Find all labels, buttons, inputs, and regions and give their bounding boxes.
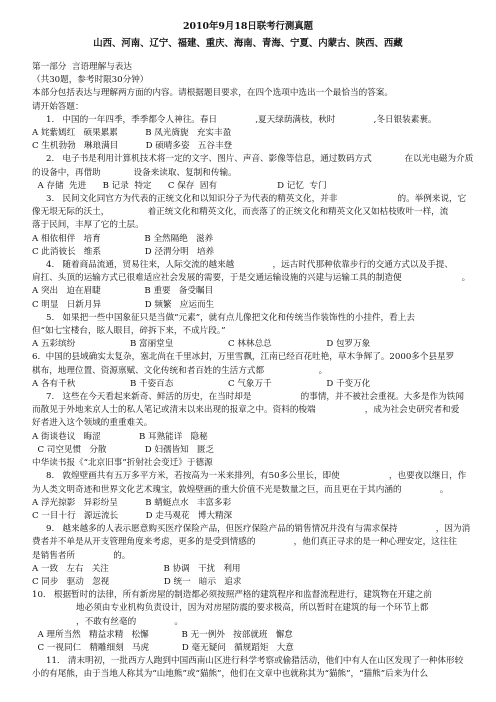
question-1: 1. 中国的一年四季，季季都令人神往。春日 ,夏天绿荫满枝，秋时 ,冬日银装素裹。 <box>46 114 437 125</box>
question-3-cont: 落于民间，丰厚了它的土层。 <box>32 220 144 231</box>
question-7-source: 中华读书报《“北京旧事”折射社会变迁》于德源 <box>32 458 213 469</box>
question-5-cont: 但“如七宝楼台，眩人眼目，碎拆下来，不成片段。” <box>32 326 226 337</box>
question-8-cont: 为人类文明奇迹和世界文化艺术瑰宝，敦煌壁画的重大价值不光是数量之巨，而且更在于其内涵的 。 <box>32 484 449 495</box>
question-9-cont: 是销售者所 的。 <box>32 550 131 561</box>
question-1-options-ab: A 姹紫嫣红 硕果累累 B 凤光旖旎 充实丰盈 <box>32 128 232 139</box>
question-7-cont: 好者进入这个领域的重重难关。 <box>32 418 153 429</box>
document-body <box>32 61 474 682</box>
question-7: 7. 这些在今天看起来新奇、鲜活的历史，在当时却是 的事情，并不被社会重视。大多是作为铁闻 <box>46 392 464 403</box>
question-5-options: A 五彩缤纷 B 富丽堂皇 C 林林总总 D 包罗万象 <box>32 339 371 350</box>
question-4-options-cd: C 明显 日新月异 D 频繁 应运而生 <box>32 299 215 310</box>
question-2-options: A 存储 先进 B 记录 特定 C 保存 固有 D 记忆 专门 <box>32 180 327 191</box>
question-8-options-ab: A 浮光掠影 异彩纷呈 B 蜻蜓点水 丰富多彩 <box>32 497 232 508</box>
question-8: 8. 敦煌壁画共有五万多平方米，若按高为一米来排列，有50多公里长，即使 ，也要夜以继日，作 <box>46 471 467 482</box>
question-9-cont: 费者并不单是从开支管理角度来考虑，更多的是受到情感的 ，他们真正寻求的是一种心理安定，这往往 <box>32 537 457 548</box>
question-11-cont: 小的有尾熊，由于当地人称其为“山地熊”或“猫熊”，他们在文章中也就称其为“猫熊”，“猫熊”后来为什么 <box>32 669 429 680</box>
question-3-options-cd: C 此消彼长 维系 D 泾渭分明 培养 <box>32 246 215 257</box>
question-10-cont: 地必须由专业机构负责设计，因为对房屋防震的要求极高，所以暂时在建筑的每一个环节上都 <box>76 603 429 614</box>
question-6-cont: 棋布，地理位置、资源禀赋、文化传统和者百姓的生活方式都 。 <box>32 365 328 376</box>
page-title: 2010年9月18日联考行测真题 <box>182 21 314 32</box>
question-2: 2. 电子书是利用计算机技术将一定的文字、图片、声音、影像等信息，通过数码方式 在以光电磁为介质 <box>46 154 474 165</box>
question-9-options-cd: C 同步 驱动 忽视 D 统一 暗示 追求 <box>32 576 242 587</box>
page-subtitle: 山西、河南、辽宁、福建、重庆、海南、青海、宁夏、内蒙古、陕西、西藏 <box>93 38 403 49</box>
question-3-options-ab: A 相依相伴 培育 B 全然隔绝 滋养 <box>32 233 214 244</box>
question-11: 11. 清末明初，一批西方人跑到中国西南山区进行科学考察或偷猎活动，他们中有人在山区发现了一种体形较 <box>46 656 464 667</box>
question-10-options-cd: C 一视同仁 精雕细刻 马虎 D 毫无疑问 循规蹈矩 大意 <box>32 642 294 653</box>
question-10-options-ab: A 理所当然 精益求精 松懈 B 无一例外 按部就班 懈怠 <box>32 629 293 640</box>
question-7-options-ab: A 街谈巷议 晦涩 B 耳熟能详 隐秘 <box>32 431 208 442</box>
question-5: 5. 如果把一些中国象征只是当做“元素”，就有点儿像把文化和传统当作装饰性的小挂件，看上去 <box>46 312 415 323</box>
question-4-cont: 肩扛、头顶的运输方式已很难适应社会发展的需要，于是交通运输设施的兴建与运输工具的制造便 。 <box>32 273 471 284</box>
question-4-options-ab: A 突出 迫在眉睫 B 重要 备受瞩目 <box>32 286 214 297</box>
question-3: 3. 民间文化同官方为代表的正统文化和以知识分子为代表的精英文化，并非 的。举例来说，它 <box>46 194 467 205</box>
question-2-cont: 的设备中，再借助 设备来读取、复制和传输。 <box>32 167 237 178</box>
section-note: （共30题，参考时限30分钟） <box>32 75 149 86</box>
section-heading: 第一部分 言语理解与表达 <box>32 62 132 72</box>
question-4: 4. 随着商品流通，贸易往来，人际交流的越来越 ，远古时代那种依靠步行的交通方式以及手提、 <box>46 260 453 271</box>
question-9: 9. 越来越多的人表示愿意购买医疗保险产品，但医疗保险产品的销售情况并没有与需求保持 ，因为消 <box>46 524 471 535</box>
question-7-cont: 而散见于外地来京人士的私人笔记或清末以来出现的报章之中。资料的梭端 ，成为社会史研究者和爱 <box>32 405 460 416</box>
question-1-options-cd: C 生机勃勃 琳琅满目 D 硕晴多姿 五谷丰登 <box>32 141 233 152</box>
question-3-cont: 像无垠无际的沃土， 着正统文化和精英文化，而丧落了的正统文化和精英文化又如枯枝败叶一样，流 <box>32 207 449 218</box>
question-7-options-cd: C 司空见惯 分散 D 妇孺皆知 匮乏 <box>32 444 215 455</box>
question-6: 6. 中国的县域确实太复杂，塞北尚在千里冰封，万里雪飘，江南已经百花吐艳，草木争辉了。2000多个县星罗 <box>32 352 455 363</box>
start-prompt: 请开始答题： <box>32 101 84 112</box>
question-9-options-ab: A 一致 左右 关注 B 协调 干扰 利用 <box>32 563 241 574</box>
question-10-cont: ，不敢有丝毫的 。 <box>76 616 183 627</box>
question-10: 10. 根据暂时的法律，所有新房屋的制造都必须按照严格的建筑程序和监督流程进行，建筑物在开建之前 <box>32 590 432 601</box>
question-8-options-cd: C 一目十行 源远流长 D 走马观花 博大精深 <box>32 510 233 521</box>
instruction-text: 本部分包括表达与理解两方面的内容。请根据题目要求，在四个选项中选出一个最恰当的答案。 <box>32 88 393 99</box>
question-6-options: A 各有千秋 B 千姿百态 C 气象万千 D 千变万化 <box>32 378 371 389</box>
